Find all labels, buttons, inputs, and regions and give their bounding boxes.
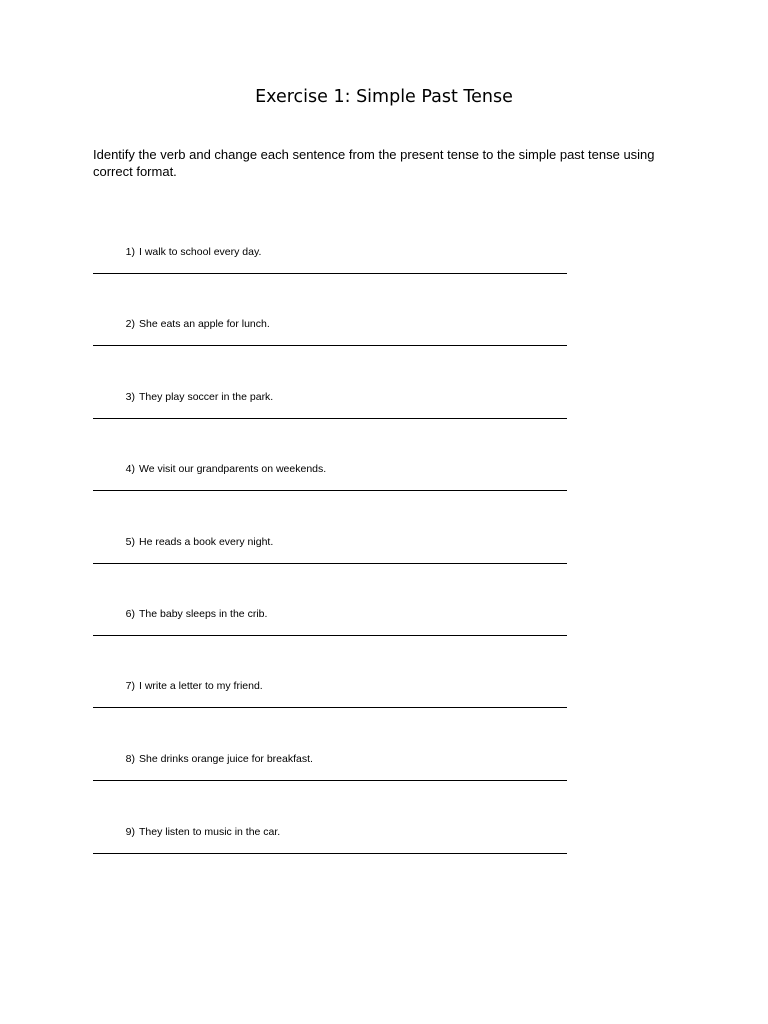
- answer-line[interactable]: [93, 853, 567, 854]
- item-number: 6): [125, 608, 135, 620]
- answer-line[interactable]: [93, 780, 567, 781]
- exercise-item: [93, 317, 613, 357]
- item-number: 4): [125, 463, 135, 475]
- item-sentence: She drinks orange juice for breakfast.: [139, 753, 313, 765]
- answer-line[interactable]: [93, 273, 567, 274]
- exercise-item: [93, 462, 613, 502]
- instructions-text: Identify the verb and change each sentence from the present tense to the simple past tense using correct format.: [93, 147, 655, 179]
- exercise-item: [93, 390, 613, 430]
- exercise-item: [93, 607, 613, 647]
- answer-line[interactable]: [93, 563, 567, 564]
- exercise-item: [93, 535, 613, 575]
- answer-line[interactable]: [93, 635, 567, 636]
- item-sentence: They play soccer in the park.: [139, 391, 274, 403]
- exercise-item: [93, 679, 613, 719]
- item-number: 5): [125, 536, 135, 548]
- item-number: 9): [125, 826, 135, 838]
- answer-line[interactable]: [93, 418, 567, 419]
- exercise-item: [93, 825, 613, 865]
- item-sentence: I walk to school every day.: [139, 246, 262, 258]
- item-sentence: I write a letter to my friend.: [139, 680, 263, 692]
- item-number: 7): [125, 680, 135, 692]
- answer-line[interactable]: [93, 490, 567, 491]
- exercise-item: [93, 752, 613, 792]
- item-number: 1): [125, 246, 135, 258]
- exercise-item: [93, 245, 613, 285]
- page-title: Exercise 1: Simple Past Tense: [255, 87, 513, 107]
- item-number: 3): [125, 391, 135, 403]
- item-sentence: They listen to music in the car.: [139, 826, 281, 838]
- answer-line[interactable]: [93, 707, 567, 708]
- item-sentence: He reads a book every night.: [139, 536, 274, 548]
- item-sentence: The baby sleeps in the crib.: [139, 608, 268, 620]
- item-number: 8): [125, 753, 135, 765]
- item-sentence: She eats an apple for lunch.: [139, 318, 270, 330]
- item-number: 2): [125, 318, 135, 330]
- item-sentence: We visit our grandparents on weekends.: [139, 463, 327, 475]
- answer-line[interactable]: [93, 345, 567, 346]
